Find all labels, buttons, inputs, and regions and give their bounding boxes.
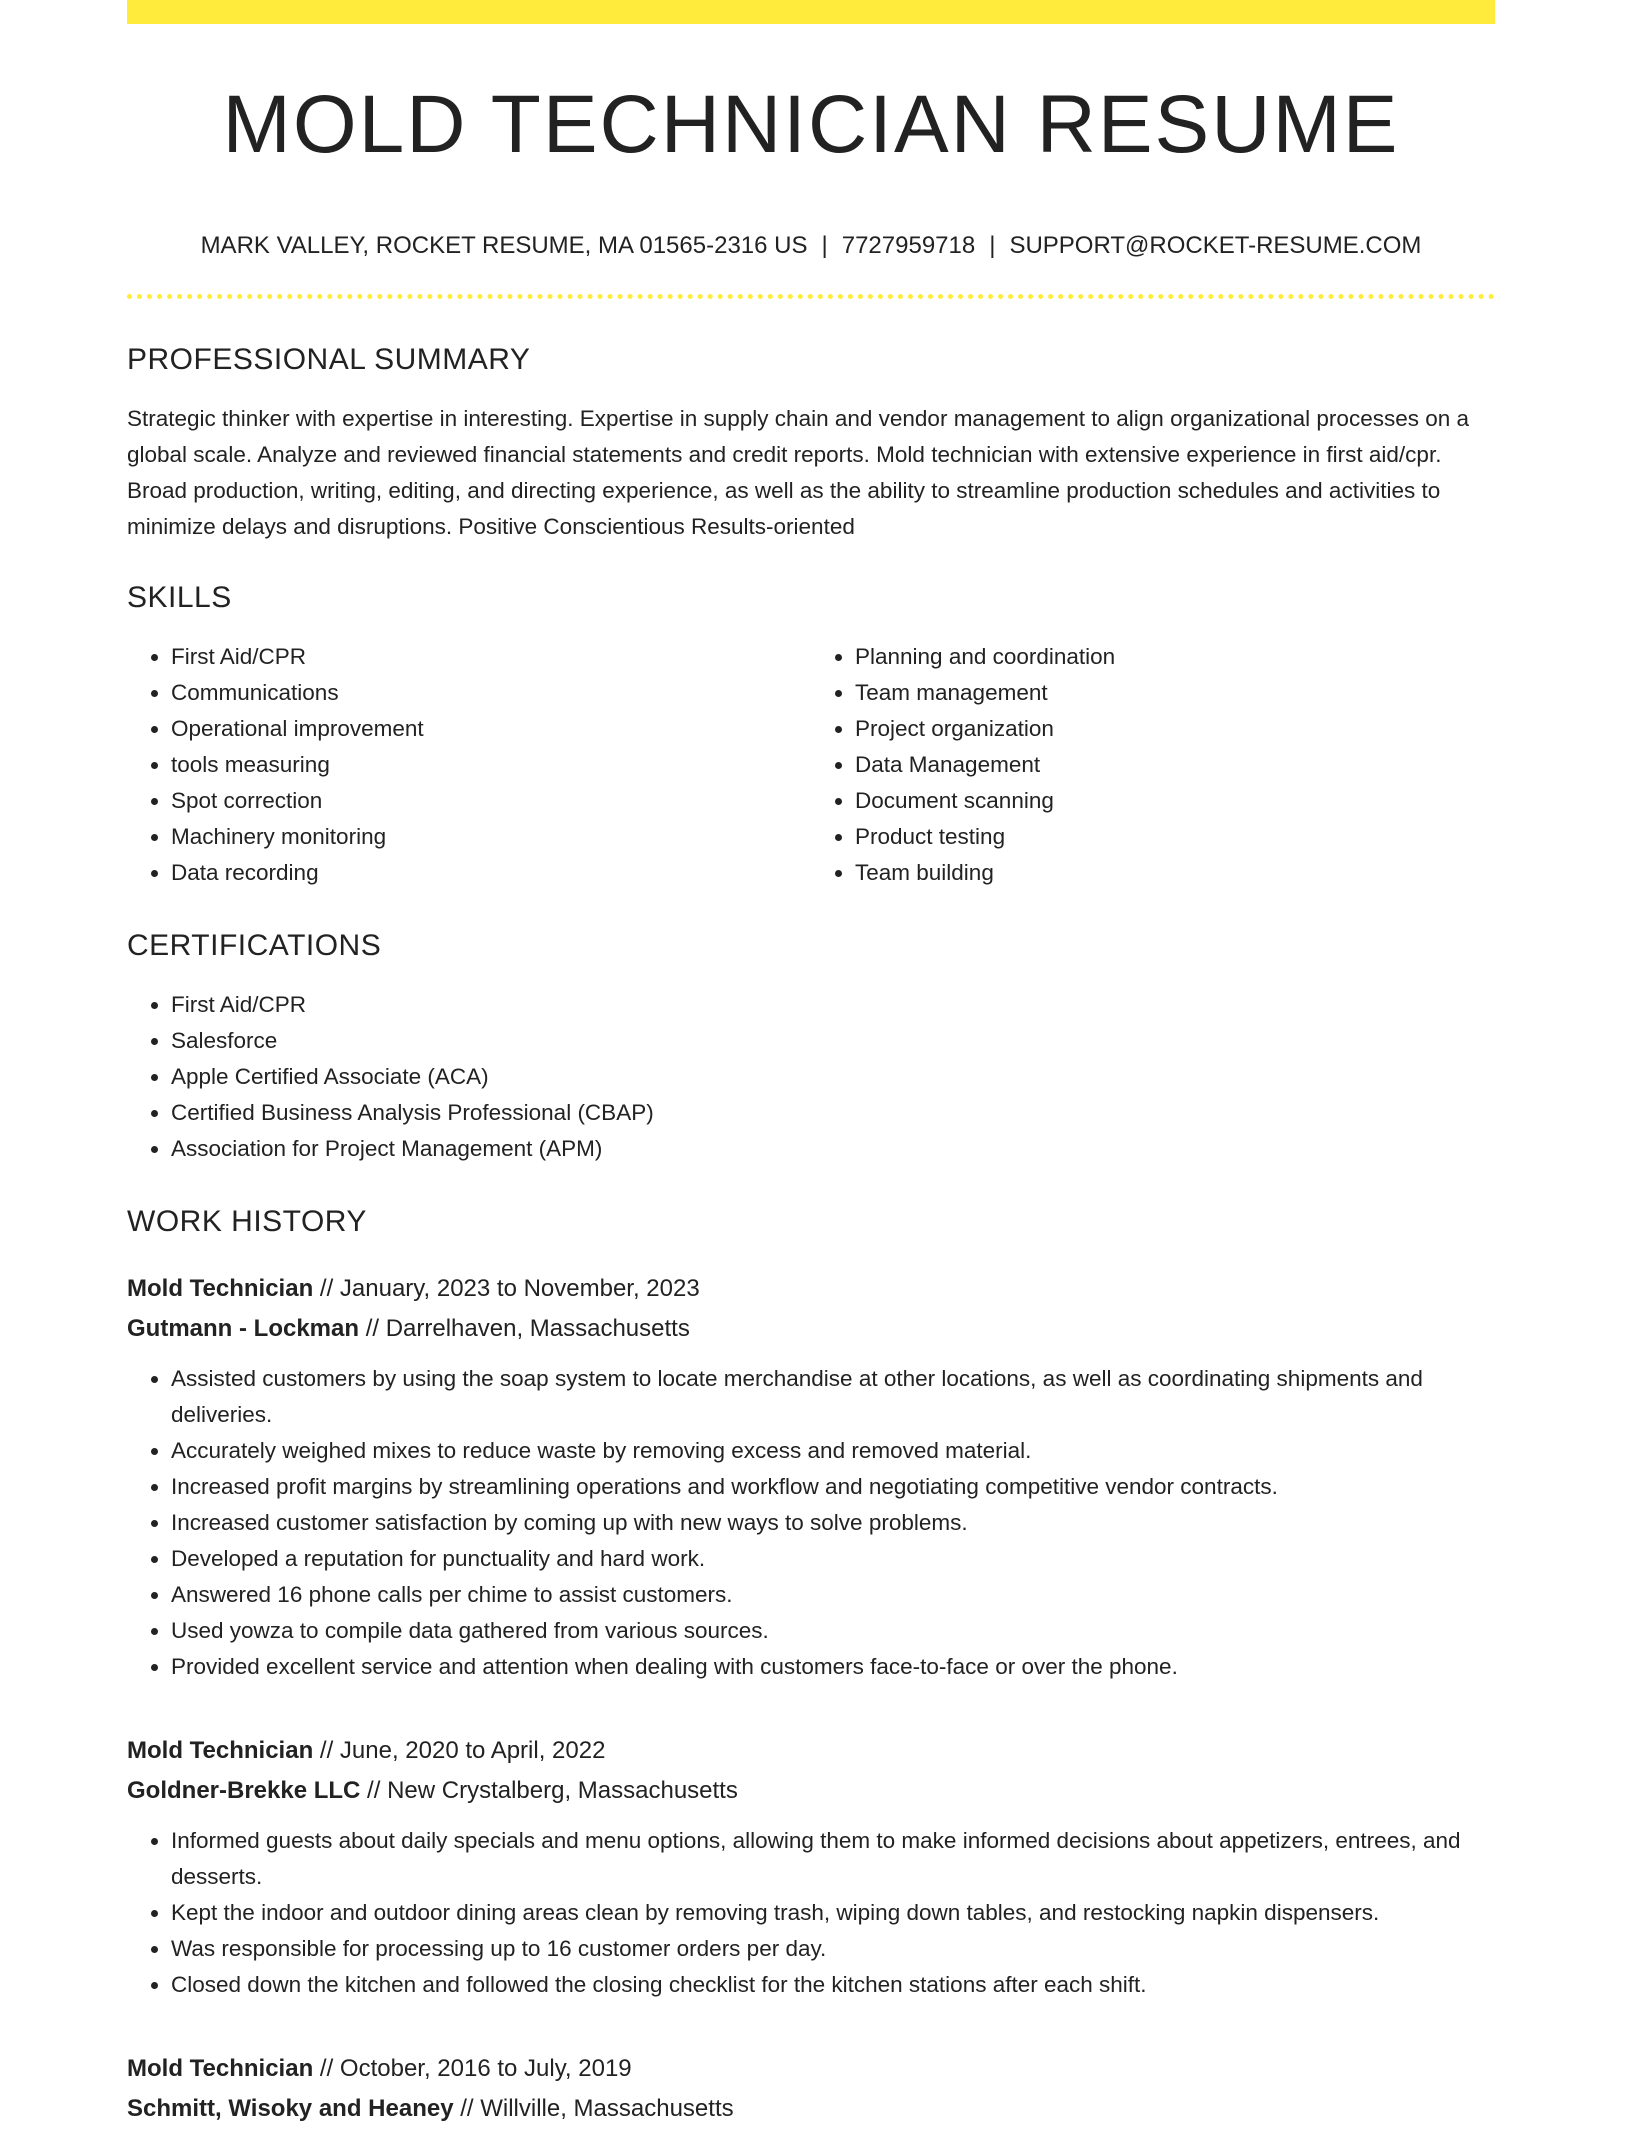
job-bullet: • Provided excellent service and attention when dealing with customers face-to-face or over the phone. — [171, 1649, 1495, 1685]
dotted-divider — [127, 294, 1495, 299]
job-bullet: • Answered 16 phone calls per chime to assist customers. — [171, 1577, 1495, 1613]
work-history-heading: WORK HISTORY — [127, 1205, 367, 1238]
skill-item: • tools measuring — [171, 747, 811, 783]
certifications-list — [127, 987, 1495, 1167]
skills-right-list — [811, 639, 1495, 891]
skill-item: • Planning and coordination — [855, 639, 1495, 675]
skill-item: • Team building — [855, 855, 1495, 891]
skills-columns — [127, 639, 1495, 891]
job-location: // New Crystalberg, Massachusetts — [360, 1777, 738, 1804]
skill-item: • Communications — [171, 675, 811, 711]
skills-heading: SKILLS — [127, 581, 232, 614]
skill-item: • Spot correction — [171, 783, 811, 819]
job-bullet: • Developed a reputation for punctuality and hard work. — [171, 1541, 1495, 1577]
job-company-line — [127, 1771, 1495, 1811]
skill-item: • Operational improvement — [171, 711, 811, 747]
job-entry — [127, 1731, 1495, 2003]
contact-phone: 7727959718 — [841, 232, 976, 259]
job-bullet: • Informed guests about daily specials and menu options, allowing them to make informed decisions about appetizers, entrees, and desserts. — [171, 1823, 1495, 1895]
job-location: // Willville, Massachusetts — [453, 2095, 734, 2122]
summary-heading: PROFESSIONAL SUMMARY — [127, 343, 531, 376]
job-bullets — [127, 1361, 1495, 1685]
job-bullet: • Kept the indoor and outdoor dining areas clean by removing trash, wiping down tables, and restocking napkin dispensers. — [171, 1895, 1495, 1931]
skill-item: • Data recording — [171, 855, 811, 891]
skill-item: • Product testing — [855, 819, 1495, 855]
contact-separator: | — [821, 232, 828, 259]
job-bullets — [127, 1823, 1495, 2003]
certifications-heading: CERTIFICATIONS — [127, 929, 382, 962]
job-role-line — [127, 2049, 1495, 2089]
certification-item: • Certified Business Analysis Professional (CBAP) — [171, 1095, 1495, 1131]
job-bullet: • Closed down the kitchen and followed the closing checklist for the kitchen stations after each shift. — [171, 1967, 1495, 2003]
skill-item: • First Aid/CPR — [171, 639, 811, 675]
job-company: Gutmann - Lockman — [127, 1315, 360, 1342]
job-dates: // January, 2023 to November, 2023 — [313, 1275, 700, 1302]
contact-line — [127, 234, 1495, 258]
skill-item: • Data Management — [855, 747, 1495, 783]
accent-bar — [127, 0, 1495, 24]
job-role-line — [127, 1269, 1495, 1309]
skill-item: • Machinery monitoring — [171, 819, 811, 855]
skills-left-list — [127, 639, 811, 891]
job-role-line — [127, 1731, 1495, 1771]
resume-page — [127, 0, 1495, 2129]
job-dates: // June, 2020 to April, 2022 — [313, 1737, 606, 1764]
certification-item: • Salesforce — [171, 1023, 1495, 1059]
job-role: Mold Technician — [127, 1737, 314, 1764]
resume-title: MOLD TECHNICIAN RESUME — [222, 79, 1400, 170]
job-role: Mold Technician — [127, 1275, 314, 1302]
job-company: Goldner-Brekke LLC — [127, 1777, 361, 1804]
job-bullet: • Assisted customers by using the soap system to locate merchandise at other locations, as well as coordinating shipments and deliveries. — [171, 1361, 1495, 1433]
job-company-line — [127, 1309, 1495, 1349]
certification-item: • First Aid/CPR — [171, 987, 1495, 1023]
contact-separator: | — [989, 232, 996, 259]
job-location: // Darrelhaven, Massachusetts — [359, 1315, 690, 1342]
job-bullet: • Was responsible for processing up to 16 customer orders per day. — [171, 1931, 1495, 1967]
job-bullet: • Used yowza to compile data gathered from various sources. — [171, 1613, 1495, 1649]
certification-item: • Apple Certified Associate (ACA) — [171, 1059, 1495, 1095]
job-bullet: • Increased customer satisfaction by coming up with new ways to solve problems. — [171, 1505, 1495, 1541]
job-entry — [127, 1269, 1495, 1685]
skill-item: • Document scanning — [855, 783, 1495, 819]
contact-address: MARK VALLEY, ROCKET RESUME, MA 01565-2316 US — [200, 232, 808, 259]
summary-text: Strategic thinker with expertise in interesting. Expertise in supply chain and vendor management to align organizational processes on a global scale. Analyze and reviewed financial statements and credit reports. Mold technician with extensive experience in first aid/cpr. Broad production, writing, editing, and directing experience, as well as the ability to streamline production schedules and activities to minimize delays and disruptions. Positive Conscientious Results-oriented — [127, 406, 1470, 539]
skill-item: • Project organization — [855, 711, 1495, 747]
job-bullet: • Increased profit margins by streamlining operations and workflow and negotiating competitive vendor contracts. — [171, 1469, 1495, 1505]
job-company: Schmitt, Wisoky and Heaney — [127, 2095, 454, 2122]
job-company-line — [127, 2089, 1495, 2129]
job-entry — [127, 2049, 1495, 2129]
contact-email: SUPPORT@ROCKET-RESUME.COM — [1009, 232, 1422, 259]
job-bullet: • Accurately weighed mixes to reduce waste by removing excess and removed material. — [171, 1433, 1495, 1469]
job-dates: // October, 2016 to July, 2019 — [313, 2055, 632, 2082]
job-role: Mold Technician — [127, 2055, 314, 2082]
certification-item: • Association for Project Management (APM) — [171, 1131, 1495, 1167]
skill-item: • Team management — [855, 675, 1495, 711]
